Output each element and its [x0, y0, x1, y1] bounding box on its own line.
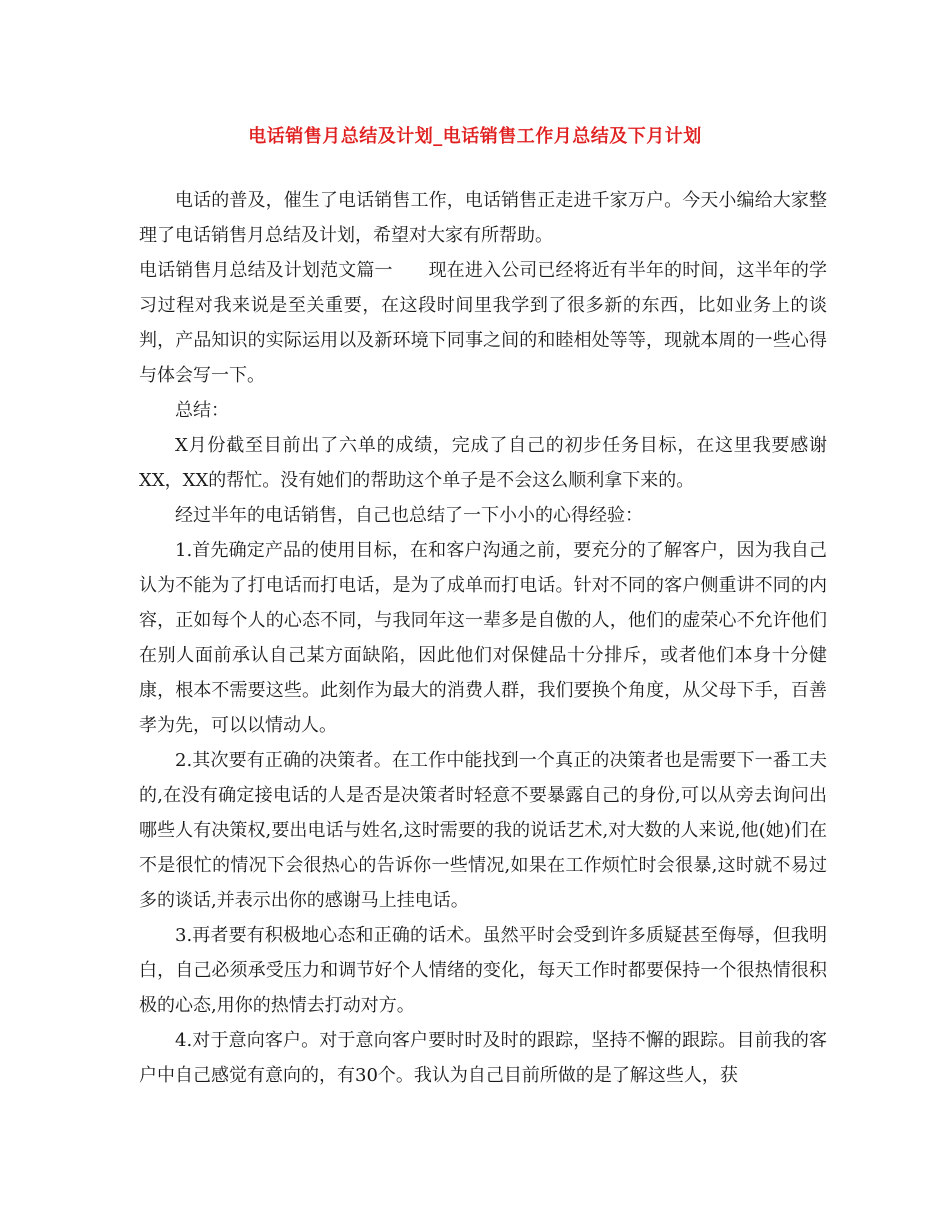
point-3-paragraph: 3.再者要有积极地心态和正确的话术。虽然平时会受到许多质疑甚至侮辱，但我明白，自己必须承受压力和调节好个人情绪的变化，每天工作时都要保持一个很热情很积极的心态,用你的热情去打动对方。 — [139, 925, 827, 1016]
summary-heading: 总结： — [175, 400, 229, 421]
experience-intro-paragraph: 经过半年的电话销售，自己也总结了一下小小的心得经验： — [175, 505, 643, 526]
intro-paragraph: 电话的普及，催生了电话销售工作，电话销售正走进千家万户。今天小编给大家整理了电话销售月总结及计划，希望对大家有所帮助。 — [139, 190, 827, 246]
results-paragraph: X月份截至目前出了六单的成绩，完成了自己的初步任务目标，在这里我要感谢XX，XX的帮忙。没有她们的帮助这个单子是不会这么顺利拿下来的。 — [139, 435, 827, 491]
point-4-paragraph: 4.对于意向客户。对于意向客户要时时及时的跟踪，坚持不懈的跟踪。目前我的客户中自己感觉有意向的，有30个。我认为自己目前所做的是了解这些人，获 — [139, 1030, 827, 1086]
point-1-paragraph: 1.首先确定产品的使用目标，在和客户沟通之前，要充分的了解客户，因为我自己认为不能为了打电话而打电话，是为了成单而打电话。针对不同的客户侧重讲不同的内容，正如每个人的心态不同，与我同年这一辈多是自傲的人，他们的虚荣心不允许他们在别人面前承认自己某方面缺陷，因此他们对保健品十分排斥，或者他们本身十分健康，根本不需要这些。此刻作为最大的消费人群，我们要换个角度，从父母下手，百善孝为先，可以以情动人。 — [139, 540, 827, 736]
document-body — [139, 183, 827, 1093]
sample-heading: 电话销售月总结及计划范文篇一 — [139, 260, 393, 281]
document-title: 电话销售月总结及计划_电话销售工作月总结及下月计划 — [248, 126, 702, 147]
sample-paragraph — [139, 253, 827, 393]
point-2-paragraph: 2.其次要有正确的决策者。在工作中能找到一个真正的决策者也是需要下一番工夫的,在没有确定接电话的人是否是决策者时轻意不要暴露自己的身份,可以从旁去询问出哪些人有决策权,要出电话与姓名,这时需要的我的说话艺术,对大数的人来说,他(她)们在不是很忙的情况下会很热心的告诉你一些情况,如果在工作烦忙时会很暴,这时就不易过多的谈话,并表示出你的感谢马上挂电话。 — [139, 750, 827, 911]
sample-text: 现在进入公司已经将近有半年的时间，这半年的学习过程对我来说是至关重要，在这段时间里我学到了很多新的东西，比如业务上的谈判，产品知识的实际运用以及新环境下同事之间的和睦相处等等，现就本周的一些心得与体会写一下。 — [139, 260, 828, 386]
